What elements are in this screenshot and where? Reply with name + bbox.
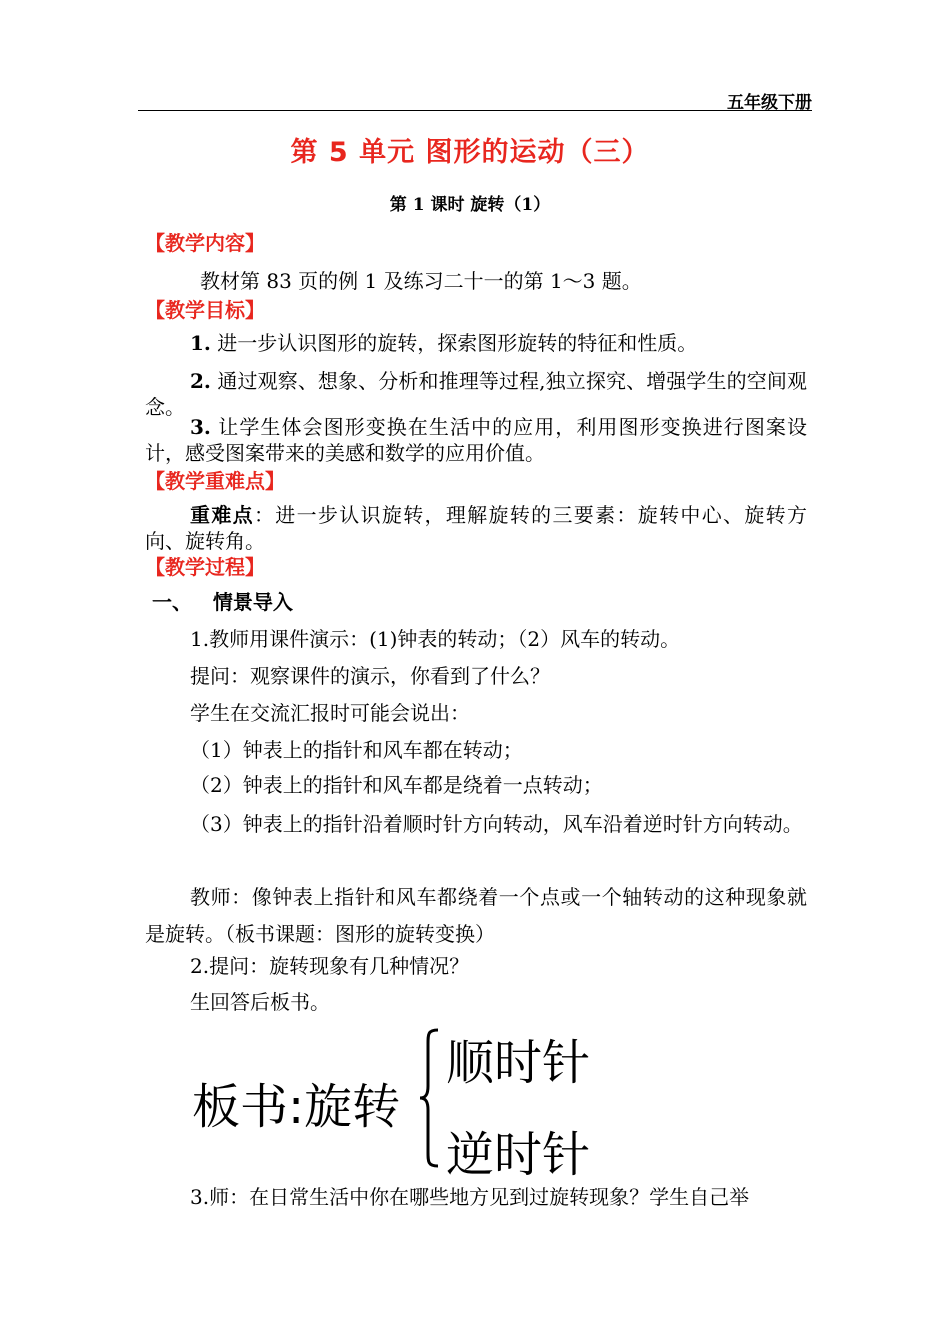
board-clockwise: 顺时针 — [446, 1035, 591, 1091]
curly-brace-icon — [418, 1028, 442, 1168]
student-answer: 生回答后板书。 — [190, 990, 330, 1014]
key-point-body: ：进一步认识旋转，理解旋转的三要素：旋转中心、旋转方向、旋转角。 — [145, 503, 808, 553]
header-rule — [138, 110, 812, 111]
goal-text: 进一步认识图形的旋转，探索图形旋转的特征和性质。 — [210, 331, 698, 355]
content-text: 教材第 83 页的例 1 及练习二十一的第 1～3 题。 — [200, 269, 642, 293]
question-2: 2.提问：旋转现象有几种情况？ — [190, 954, 470, 978]
lesson-subtitle: 第 1 课时 旋转（1） — [389, 195, 551, 215]
section-heading-content: 【教学内容】 — [145, 231, 265, 255]
section-heading-process: 【教学过程】 — [145, 555, 265, 579]
goal-text: 通过观察、想象、分析和推理等过程,独立探究、增强学生的空间观念。 — [145, 369, 807, 419]
process-line: 1.教师用课件演示：(1)钟表的转动；（2）风车的转动。 — [190, 627, 681, 651]
process-line-3: （3）钟表上的指针沿着顺时针方向转动，风车沿着逆时针方向转动。 — [190, 812, 803, 836]
page-title: 第 5 单元 图形的运动（三） — [290, 137, 650, 168]
goal-item — [145, 414, 807, 466]
key-point-label: 重难点 — [190, 503, 254, 527]
header-grade: 五年级下册 — [727, 93, 812, 113]
process-line: （1）钟表上的指针和风车都在转动； — [190, 738, 523, 762]
goal-item — [145, 368, 807, 420]
goal-number: 2. — [190, 369, 211, 393]
part1-heading: 一、 情景导入 — [152, 590, 293, 614]
goal-item — [190, 330, 697, 356]
board-counterclockwise: 逆时针 — [446, 1127, 591, 1183]
process-line: 学生在交流汇报时可能会说出： — [190, 701, 470, 725]
goal-number: 1. — [190, 331, 211, 355]
key-point-text — [145, 502, 807, 554]
teacher-explanation: 教师：像钟表上指针和风车都绕着一个点或一个轴转动的这种现象就是旋转。（板书课题：图形的旋转变换） — [145, 885, 807, 946]
process-line: 提问：观察课件的演示，你看到了什么？ — [190, 664, 550, 688]
board-label: 板书:旋转 — [192, 1079, 401, 1135]
process-line: （2）钟表上的指针和风车都是绕着一点转动； — [190, 773, 603, 797]
goal-text: 让学生体会图形变换在生活中的应用，利用图形变换进行图案设计，感受图案带来的美感和数学的应用价值。 — [145, 415, 807, 465]
goal-number: 3. — [190, 415, 211, 439]
section-heading-key-points: 【教学重难点】 — [145, 469, 285, 493]
board-writing — [192, 1022, 612, 1183]
section-heading-goals: 【教学目标】 — [145, 298, 265, 322]
question-3: 3.师：在日常生活中你在哪些地方见到过旋转现象？学生自己举 — [190, 1185, 750, 1209]
